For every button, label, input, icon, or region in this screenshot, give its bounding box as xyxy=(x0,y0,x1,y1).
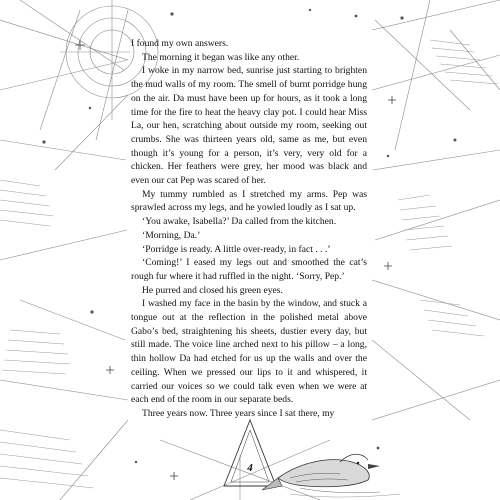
star-icon xyxy=(387,155,389,157)
constellation-line xyxy=(372,280,500,320)
paragraph: I woke in my narrow bed, sunrise just starting to brighten the mud walls of my room. The smell of burnt porridge hung on the air. Da must have been up for hours, as it took a long time for the fire to heat the heavy clay pot. I could hear Miss La, our hen, scratching about outside my room, seeking out crumbs. She was thirteen years old, same as me, but even though it’s young for a person, it’s very, very old for a chicken. Her feathers were grey, her mood was black and even our cat Pep was scared of her. xyxy=(131,65,367,187)
constellation-line xyxy=(40,10,80,130)
constellation-line xyxy=(372,340,470,420)
constellation-line xyxy=(373,150,500,170)
star-icon xyxy=(170,12,173,15)
constellation-line xyxy=(395,0,430,150)
star-icon xyxy=(400,16,403,19)
constellation-line xyxy=(0,230,127,260)
paragraph: Three years now. Three years since I sat there, my xyxy=(142,407,335,419)
star-icon xyxy=(454,139,457,142)
constellation-line xyxy=(0,380,128,400)
bird-illustration xyxy=(262,454,400,497)
constellation-line xyxy=(372,55,500,90)
constellation-line xyxy=(0,140,126,160)
paragraph: My tummy rumbled as I stretched my arms. Pep was sprawled across my legs, and he yowled loudly as I sat up. xyxy=(131,188,367,214)
constellation-line xyxy=(450,30,500,90)
star-icon xyxy=(89,107,91,109)
paragraph: The morning it began was like any other. xyxy=(142,51,300,63)
star-icon xyxy=(135,461,137,463)
star-icon xyxy=(42,140,45,143)
paragraph: I washed my face in the basin by the window, and stuck a tongue out at the reflection in the polished metal above Gabo’s bed, straightening his sheets, dustier every day, but still made. The voice line arched next to his pillow – a long, thin hollow Da had etched for us up the walls and over the ceiling. When we pressed our lips to it and whispered, it carried our voices so we could talk even when we were at each end of the room in our separate beds. xyxy=(131,298,367,406)
sparkle-icon xyxy=(384,262,392,270)
paragraph: I found my own answers. xyxy=(131,38,229,49)
paragraph: ‘Coming!’ I eased my legs out and smoothed the cat’s rough fur where it had ruffled in the night. ‘Sorry, Pep.’ xyxy=(131,257,367,282)
star-icon xyxy=(90,310,93,313)
constellation-line xyxy=(0,20,128,60)
page-number: 4 xyxy=(247,462,253,474)
constellation-line xyxy=(372,380,500,420)
sparkle-icon xyxy=(75,40,85,50)
paragraph: ‘You awake, Isabella?’ Da called from the kitchen. xyxy=(142,216,337,228)
sparkle-icon xyxy=(388,96,396,104)
constellation-line xyxy=(20,300,125,340)
paragraph: ‘Morning, Da.’ xyxy=(142,229,201,241)
star-icon xyxy=(355,15,358,18)
constellation-line xyxy=(372,0,500,30)
star-icon xyxy=(309,9,311,11)
constellation-line xyxy=(375,200,500,240)
constellation-line xyxy=(375,20,470,110)
paragraph: He purred and closed his green eyes. xyxy=(142,284,283,296)
star-icon xyxy=(377,447,380,450)
paragraph: ‘Porridge is ready. A little over-ready, in fact . . .’ xyxy=(142,243,331,255)
feather-hatching-right xyxy=(398,40,498,336)
constellation-line xyxy=(20,0,124,70)
sparkle-icon xyxy=(106,366,114,374)
chapter-text xyxy=(131,37,367,421)
feather-hatching-left xyxy=(0,180,94,488)
sparkle-icon xyxy=(170,472,178,480)
